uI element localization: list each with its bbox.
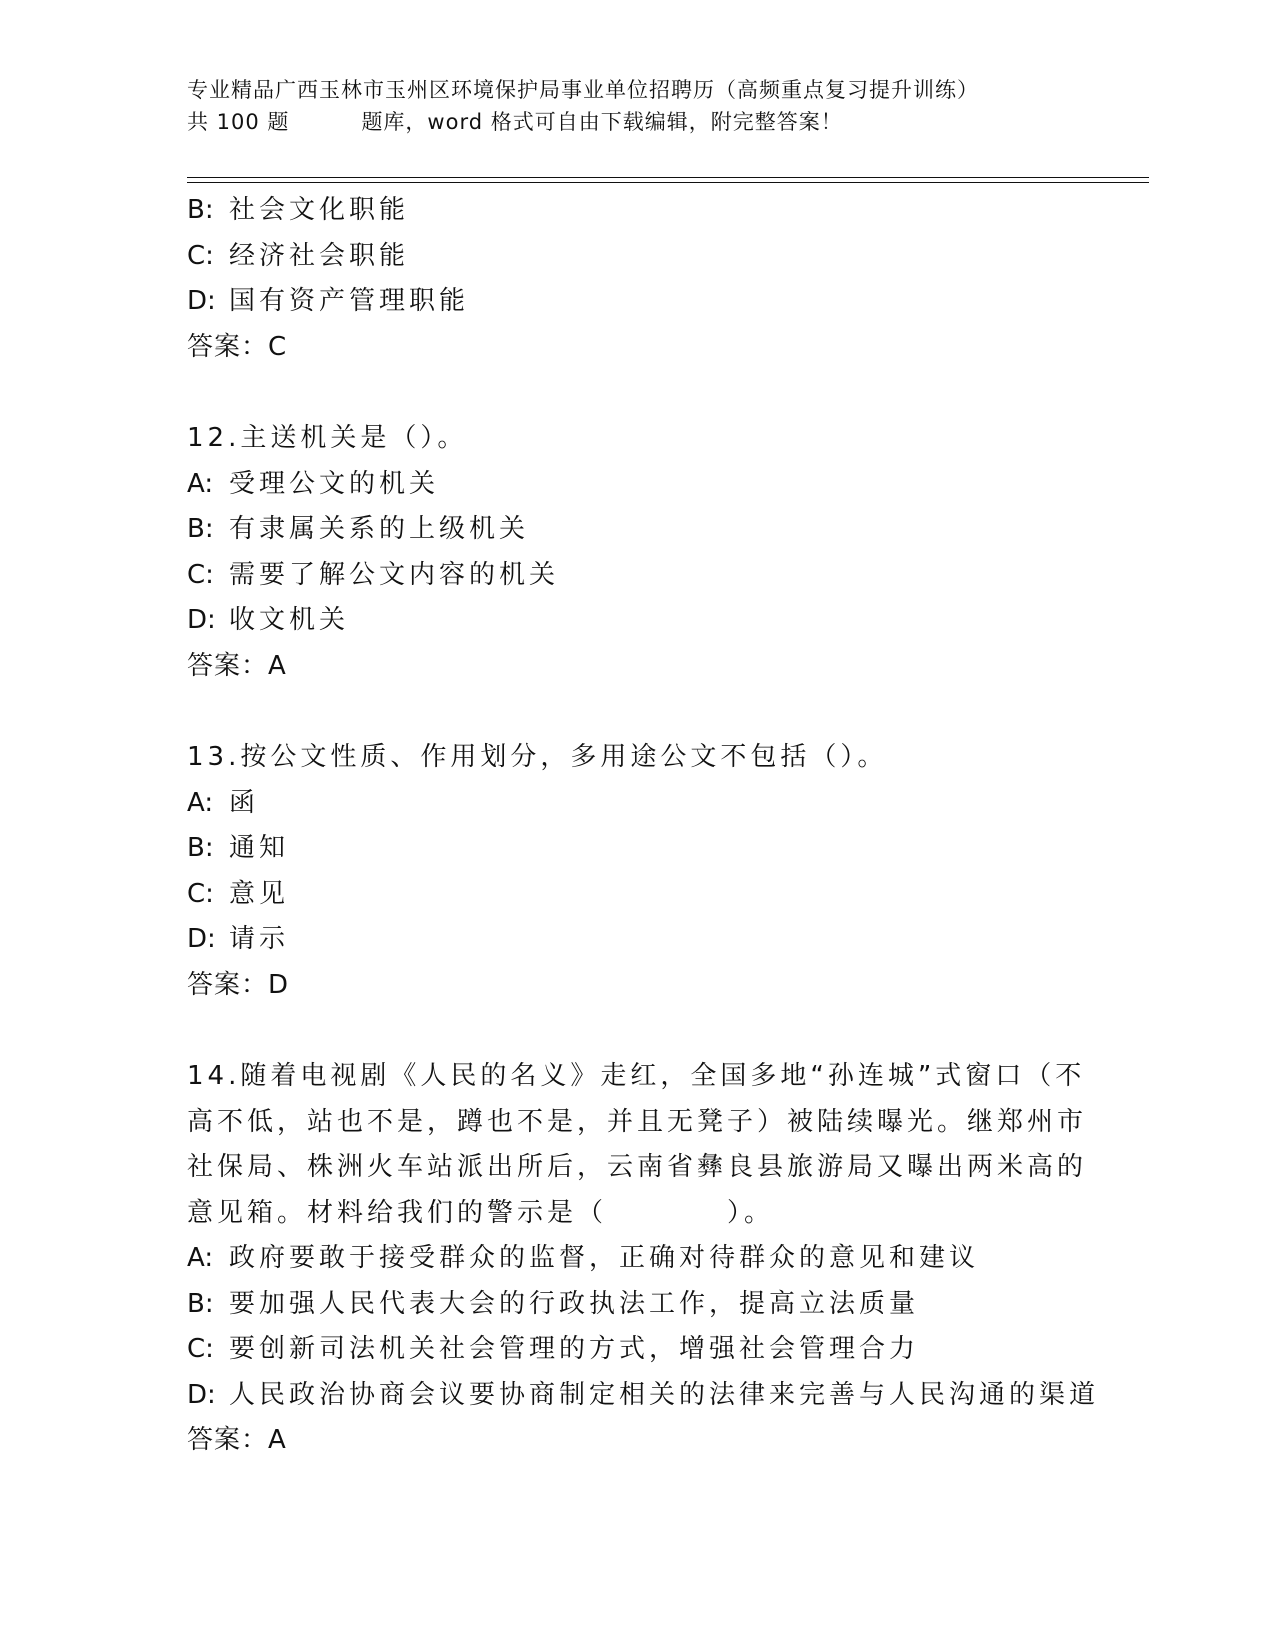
question-11: [187, 188, 1087, 370]
option-text: 政府要敢于接受群众的监督，正确对待群众的意见和建议: [229, 1243, 980, 1273]
option-label: A:: [187, 1243, 214, 1273]
option-text: 有隶属关系的上级机关: [229, 514, 530, 544]
option-text: 社会文化职能: [229, 195, 410, 225]
option-text: 要创新司法机关社会管理的方式，增强社会管理合力: [229, 1334, 920, 1364]
option-text: 收文机关: [229, 605, 350, 635]
option-label: C:: [187, 878, 214, 909]
header-title-line: 专业精品广西玉林市玉州区环境保护局事业单位招聘历（高频重点复习提升训练）: [187, 78, 979, 102]
option-label: D:: [187, 605, 216, 635]
option-label: B:: [187, 833, 214, 863]
question-14: [187, 1054, 1100, 1464]
option-label: C:: [187, 1334, 214, 1364]
header-divider-bottom: [187, 182, 1149, 183]
option-a: [187, 781, 1087, 827]
question-stem: 13.按公文性质、作用划分，多用途公文不包括（）。: [187, 742, 888, 772]
option-label: C:: [187, 559, 214, 590]
question-stem-line: [187, 1191, 1087, 1237]
question-stem: 12.主送机关是（）。: [187, 423, 468, 453]
option-b: [187, 826, 1087, 872]
download-note: 题库，word 格式可自由下载编辑，附完整答案！: [361, 110, 843, 134]
option-text: 国有资产管理职能: [229, 286, 470, 316]
option-a: [187, 1236, 1087, 1282]
answer-line: 答案：D: [187, 969, 290, 1000]
answer-line: 答案：A: [187, 1425, 287, 1455]
question-content: [187, 188, 1100, 1464]
stem-tail: ）。: [727, 1197, 775, 1228]
option-c: [187, 553, 1087, 599]
answer-line: 答案：C: [187, 331, 288, 362]
option-label: A:: [187, 468, 214, 499]
option-label: D:: [187, 924, 216, 954]
stem-text: 意见箱。材料给我们的警示是（: [187, 1197, 608, 1228]
option-text: 经济社会职能: [229, 240, 410, 271]
option-d: [187, 1373, 1100, 1419]
option-c: [187, 234, 1087, 280]
option-d: [187, 917, 1087, 963]
option-text: 通知: [229, 833, 290, 863]
option-label: B:: [187, 195, 214, 225]
option-label: B:: [187, 1288, 214, 1319]
question-12: [187, 416, 1087, 689]
option-d: [187, 598, 1087, 644]
option-text: 受理公文的机关: [229, 468, 440, 499]
option-text: 意见: [229, 878, 290, 909]
header-subtitle-line: [187, 106, 1087, 138]
option-text: 请示: [229, 924, 290, 954]
option-c: [187, 1327, 1087, 1373]
option-label: D:: [187, 1379, 216, 1410]
question-13: [187, 735, 1087, 1008]
option-b: [187, 1282, 1087, 1328]
option-c: [187, 872, 1087, 918]
option-label: D:: [187, 286, 216, 316]
question-count: 共 100 题: [187, 110, 290, 134]
option-label: B:: [187, 514, 214, 544]
answer-line: 答案：A: [187, 650, 287, 681]
question-stem-line: 社保局、株洲火车站派出所后，云南省彝良县旅游局又曝出两米高的: [187, 1152, 1088, 1182]
question-stem-line: 高不低，站也不是，蹲也不是，并且无凳子）被陆续曝光。继郑州市: [187, 1106, 1088, 1137]
option-text: 要加强人民代表大会的行政执法工作，提高立法质量: [229, 1288, 920, 1319]
option-text: 人民政治协商会议要协商制定相关的法律来完善与人民沟通的渠道: [229, 1379, 1100, 1410]
option-label: C:: [187, 240, 214, 271]
option-b: [187, 188, 1087, 234]
option-text: 需要了解公文内容的机关: [229, 559, 560, 590]
header-divider-top: [187, 177, 1149, 178]
option-d: [187, 279, 1087, 325]
option-text: 函: [229, 787, 260, 818]
option-a: [187, 462, 1087, 508]
document-header: [187, 74, 1087, 138]
question-stem-line: 14.随着电视剧《人民的名义》走红，全国多地“孙连城”式窗口（不: [187, 1061, 1086, 1091]
option-label: A:: [187, 787, 214, 818]
option-b: [187, 507, 1087, 553]
